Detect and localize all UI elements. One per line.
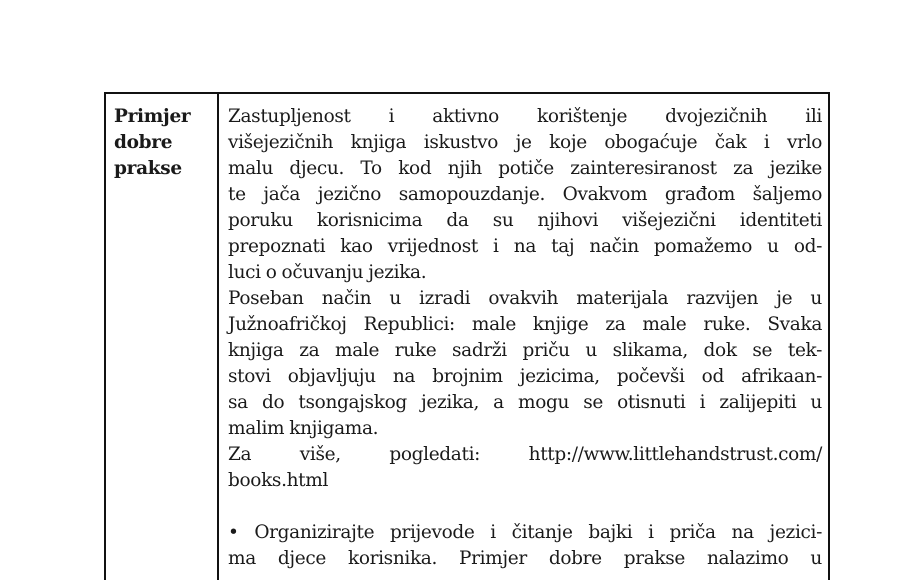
good-practice-table	[104, 92, 830, 580]
label-cell	[106, 94, 219, 580]
text-line: višejezičnih knjiga iskustvo je koje obogaćuje čak i vrlo	[228, 132, 822, 153]
bullet-text-line: ma djece korisnika. Primjer dobre prakse nalazimo u	[228, 548, 822, 569]
paragraph-link	[228, 442, 822, 494]
text-line: luci o očuvanju jezika.	[228, 262, 427, 283]
text-line: Poseban način u izradi ovakvih materijala razvijen je u	[228, 288, 822, 309]
paragraph-multilingual-books	[228, 104, 822, 286]
text-line: Zastupljenost i aktivno korištenje dvojezičnih ili	[228, 106, 822, 127]
bullet-text-line: • Organizirajte prijevode i čitanje bajki i priča na jezici-	[228, 522, 822, 543]
link-text-line: books.html	[228, 470, 329, 491]
text-line: poruku korisnicima da su njihovi višejezični identiteti	[228, 210, 822, 231]
label-line: dobre	[114, 132, 173, 153]
text-line: malim knjigama.	[228, 418, 379, 439]
text-line: malu djecu. To kod njih potiče zainteresiranost za jezike	[228, 158, 822, 179]
text-line: knjiga za male ruke sadrži priču u slikama, dok se tek-	[228, 340, 822, 361]
text-line: te jača jezično samopouzdanje. Ovakvom građom šaljemo	[228, 184, 822, 205]
text-line: stovi objavljuju na brojnim jezicima, počevši od afrikaan-	[228, 366, 822, 387]
text-line: sa do tsongajskog jezika, a mogu se otisnuti i zalijepiti u	[228, 392, 822, 413]
text-line: prepoznati kao vrijednost i na taj način pomažemo u od-	[228, 236, 822, 257]
content-cell	[219, 94, 830, 580]
link-text-line: Za više, pogledati: http://www.littlehandstrust.com/	[228, 444, 822, 465]
text-line: Južnoafričkoj Republici: male knjige za male ruke. Svaka	[228, 314, 822, 335]
paragraph-bullet	[228, 520, 822, 572]
paragraph-spacer	[228, 494, 822, 520]
paragraph-south-africa	[228, 286, 822, 442]
label-line: prakse	[114, 158, 182, 179]
label-line: Primjer	[114, 106, 191, 127]
